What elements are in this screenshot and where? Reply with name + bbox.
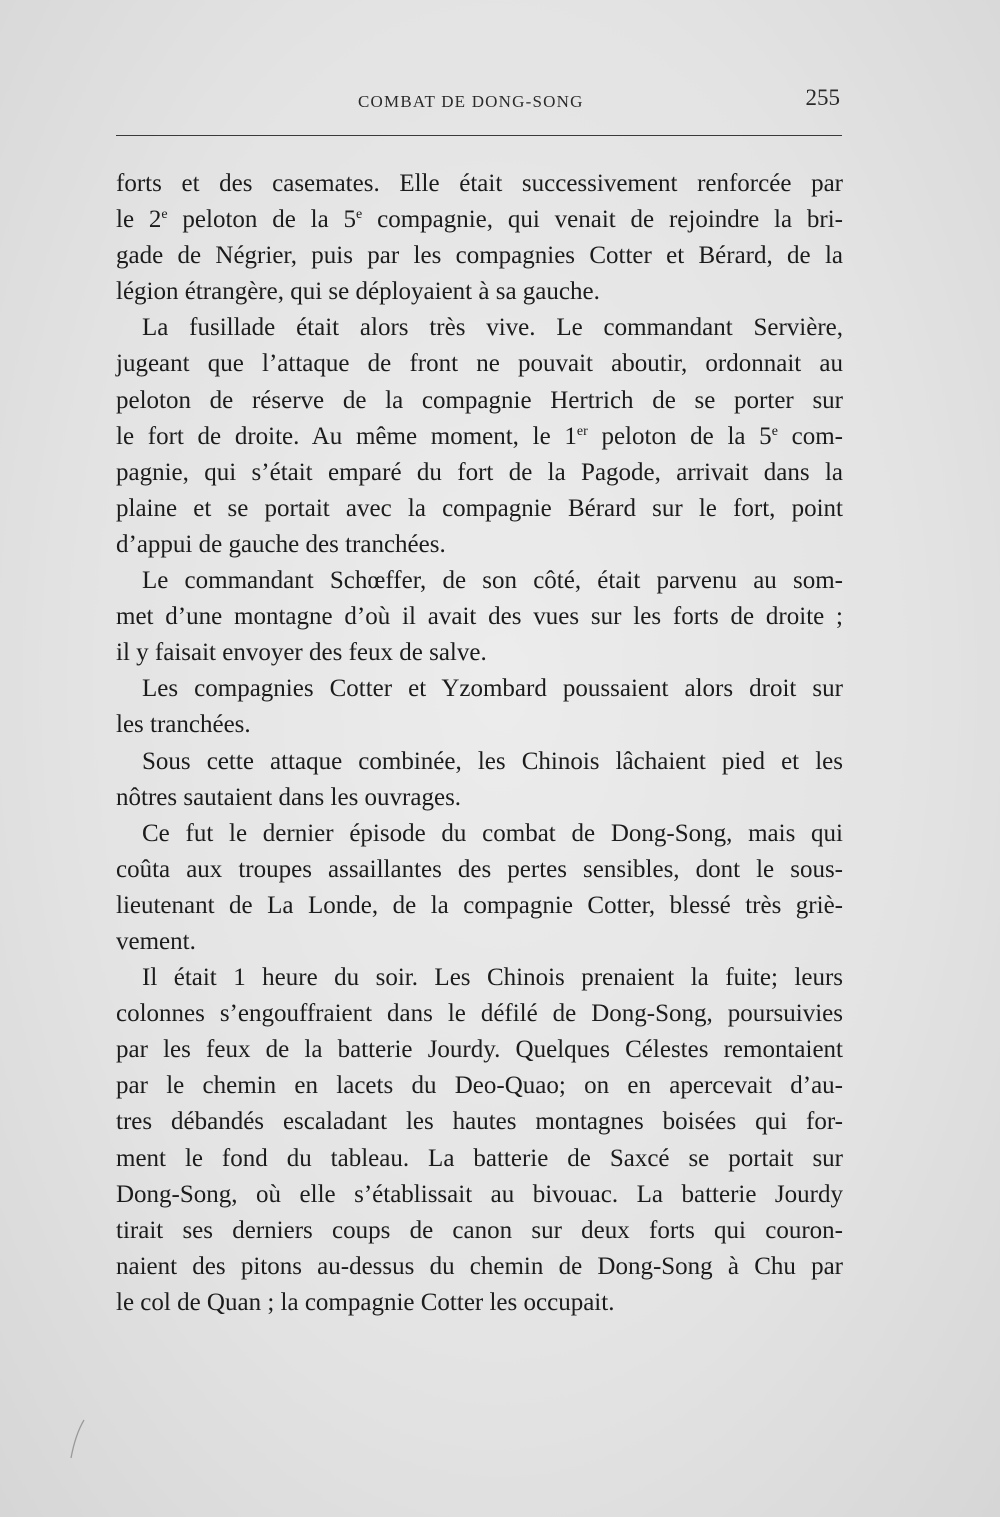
text-line: le 2e peloton de la 5e compagnie, qui venait de rejoindre la bri- (116, 206, 843, 234)
text-line: forts et des casemates. Elle était successivement renforcée par (116, 170, 843, 197)
text-line: le fort de droite. Au même moment, le 1er peloton de la 5e com- (116, 422, 843, 450)
text-line: colonnes s’engouffraient dans le défilé de Dong-Song, poursuivies (116, 1000, 843, 1028)
text-line: vement. (116, 927, 196, 955)
text-line: tres débandés escaladant les hautes montagnes boisées qui for- (116, 1108, 843, 1136)
text-line: lieutenant de La Londe, de la compagnie Cotter, blessé très griè- (116, 891, 843, 919)
text-line: La fusillade était alors très vive. Le commandant Servière, (142, 314, 843, 342)
text-line: jugeant que l’attaque de front ne pouvait aboutir, ordonnait au (116, 350, 843, 378)
text-line: il y faisait envoyer des feux de salve. (116, 639, 487, 667)
text-line: tirait ses derniers coups de canon sur deux forts qui couron- (116, 1216, 843, 1244)
text-line: Dong-Song, où elle s’établissait au bivouac. La batterie Jourdy (116, 1180, 843, 1208)
page-number: 255 (805, 85, 840, 110)
text-line: légion étrangère, qui se déployaient à sa gauche. (116, 278, 600, 306)
text-line: par les feux de la batterie Jourdy. Quelques Célestes remontaient (116, 1036, 843, 1064)
text-line: pagnie, qui s’était emparé du fort de la Pagode, arrivait dans la (116, 458, 843, 486)
text-line: peloton de réserve de la compagnie Hertrich de se porter sur (116, 386, 843, 414)
text-line: plaine et se portait avec la compagnie Bérard sur le fort, point (116, 494, 843, 522)
text-line: naient des pitons au-dessus du chemin de Dong-Song à Chu par (116, 1252, 843, 1280)
text-line: met d’une montagne d’où il avait des vues sur les forts de droite ; (116, 603, 843, 631)
text-line: Les compagnies Cotter et Yzombard poussaient alors droit sur (142, 675, 843, 703)
running-title: COMBAT DE DONG-SONG (358, 92, 584, 111)
text-line: Il était 1 heure du soir. Les Chinois prenaient la fuite; leurs (142, 964, 843, 992)
pencil-mark (68, 1418, 88, 1462)
text-line: coûta aux troupes assaillantes des pertes sensibles, dont le sous- (116, 855, 843, 883)
text-line: gade de Négrier, puis par les compagnies Cotter et Bérard, de la (116, 242, 843, 270)
running-head (118, 80, 840, 120)
text-line: nôtres sautaient dans les ouvrages. (116, 783, 462, 811)
text-line: le col de Quan ; la compagnie Cotter les occupait. (116, 1288, 615, 1316)
text-line: ment le fond du tableau. La batterie de Saxcé se portait sur (116, 1144, 843, 1172)
header-rule (116, 135, 842, 136)
text-line: d’appui de gauche des tranchées. (116, 530, 446, 558)
body-text (116, 166, 843, 1321)
text-line: Sous cette attaque combinée, les Chinois lâchaient pied et les (142, 747, 843, 775)
text-line: Le commandant Schœffer, de son côté, était parvenu au som- (142, 567, 843, 595)
text-line: par le chemin en lacets du Deo-Quao; on en apercevait d’au- (116, 1072, 843, 1100)
text-line: les tranchées. (116, 711, 251, 739)
text-line: Ce fut le dernier épisode du combat de Dong-Song, mais qui (142, 819, 843, 847)
